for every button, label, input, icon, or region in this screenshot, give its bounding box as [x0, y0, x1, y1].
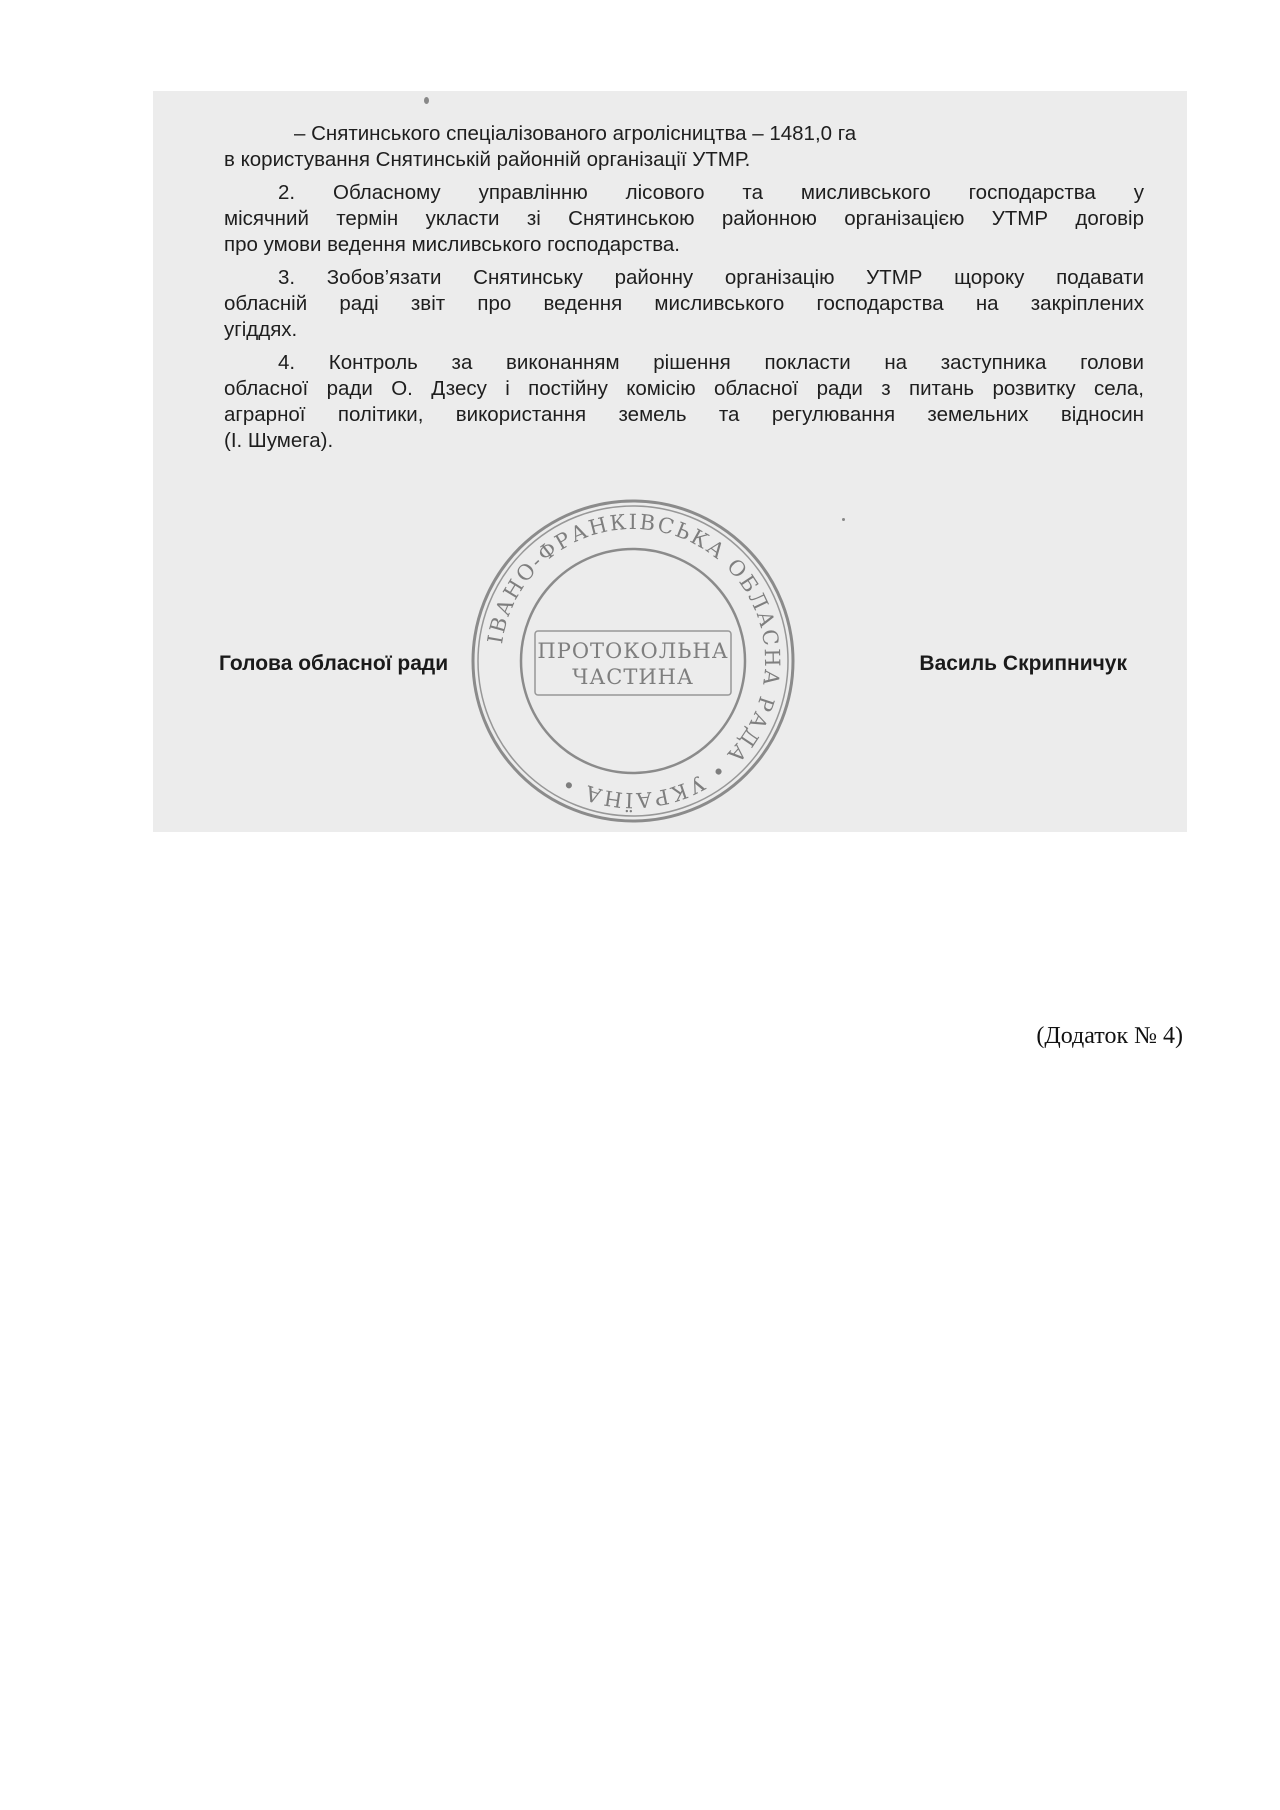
text-line: обласної ради О. Дзесу і постійну комісію обласної ради з питань розвитку села, — [224, 377, 1144, 400]
text-line: 4. Контроль за виконанням рішення покласти на заступника голови — [278, 351, 1144, 374]
text-line: (І. Шумега). — [224, 429, 334, 452]
text-line: 2. Обласному управлінню лісового та мисливського господарства у — [278, 181, 1144, 204]
signature-position: Голова обласної ради — [219, 652, 449, 675]
scanned-page-fragment — [153, 91, 1187, 832]
text-line: в користування Снятинській районній організації УТМР. — [224, 148, 751, 171]
text-line: – Снятинського спеціалізованого агролісництва – 1481,0 га — [294, 122, 857, 145]
scan-speck — [842, 518, 845, 521]
stamp-ring-textpath: ІВАНО-ФРАНКІВСЬКА ОБЛАСНА РАДА • УКРАЇНА • — [483, 509, 785, 813]
document-body — [224, 121, 1144, 461]
stamp-center-line-2: ЧАСТИНА — [572, 665, 694, 689]
text-line: аграрної політики, використання земель та регулювання земельних відносин — [224, 403, 1144, 426]
paragraph-4 — [224, 350, 1144, 454]
stamp-center-line-1: ПРОТОКОЛЬНА — [537, 639, 729, 663]
scan-speck — [424, 97, 429, 104]
paragraph-1-continuation — [224, 121, 1144, 173]
appendix-label: (Додаток № 4) — [1036, 1023, 1183, 1049]
official-seal-stamp — [463, 491, 803, 831]
signature-name: Василь Скрипничук — [919, 652, 1127, 675]
text-line: про умови ведення мисливського господарства. — [224, 233, 680, 256]
text-line: місячний термін укласти зі Снятинською районною організацією УТМР договір — [224, 207, 1144, 230]
text-line: угіддях. — [224, 318, 298, 341]
text-line: 3. Зобов’язати Снятинську районну організацію УТМР щороку подавати — [278, 266, 1144, 289]
text-line: обласній раді звіт про ведення мисливського господарства на закріплених — [224, 292, 1144, 315]
paragraph-3 — [224, 265, 1144, 343]
paragraph-2 — [224, 180, 1144, 258]
